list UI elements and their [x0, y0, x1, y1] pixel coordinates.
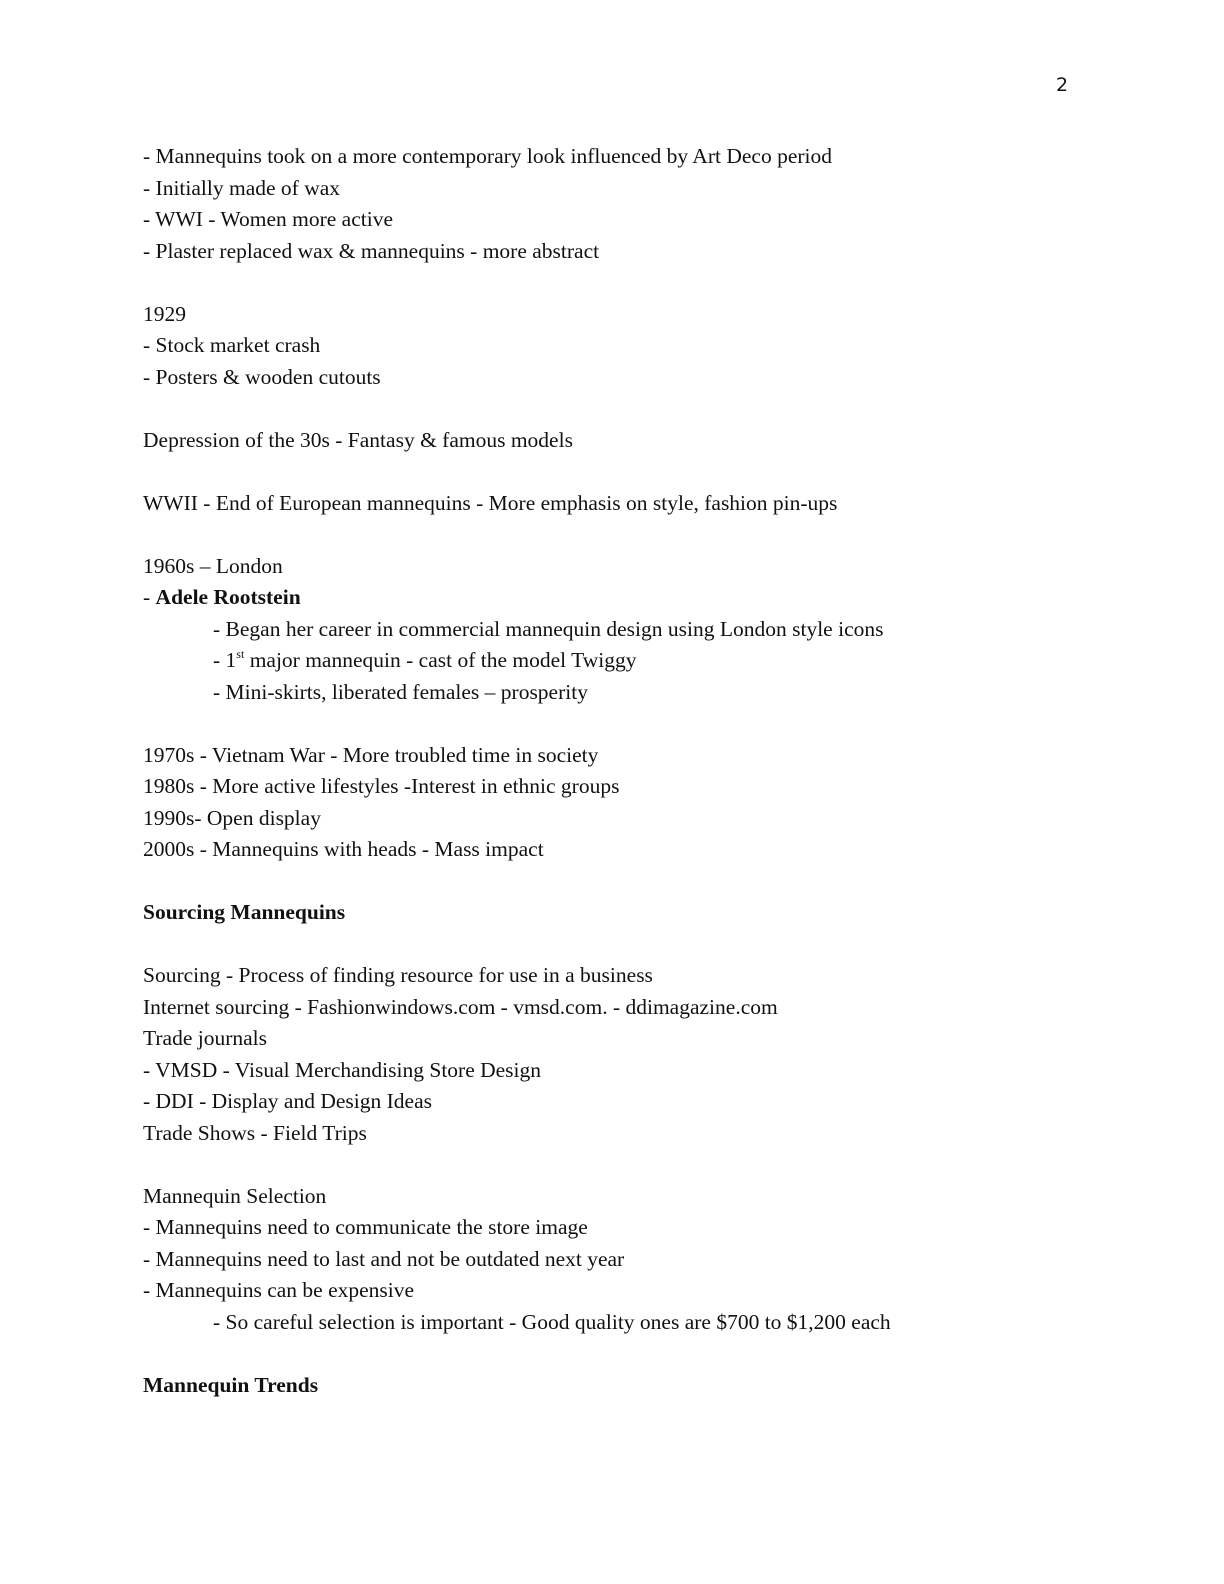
decade-line: 1970s - Vietnam War - More troubled time in society — [143, 742, 599, 767]
trade-journal-item: - VMSD - Visual Merchandising Store Design — [143, 1057, 542, 1082]
intro-item: - WWI - Women more active — [143, 207, 394, 231]
first-prefix: - 1 — [213, 648, 237, 672]
designer-first-mannequin-item — [143, 645, 1103, 677]
selection-item: - Mannequins can be expensive — [143, 1278, 415, 1302]
spacer — [143, 519, 1103, 551]
year-1929-item: - Stock market crash — [143, 333, 321, 357]
year-1929-heading: 1929 — [143, 301, 186, 326]
designer-prefix: - — [143, 585, 156, 609]
ordinal-superscript: st — [236, 647, 245, 661]
trade-shows-line: Trade Shows - Field Trips — [143, 1120, 367, 1145]
decade-line: 2000s - Mannequins with heads - Mass impact — [143, 837, 544, 861]
sourcing-definition: Sourcing - Process of finding resource for use in a business — [143, 963, 653, 987]
trade-journals-label: Trade journals — [143, 1026, 268, 1050]
page-number: 2 — [1056, 74, 1069, 96]
spacer — [143, 1338, 1103, 1370]
spacer — [143, 456, 1103, 488]
spacer — [143, 929, 1103, 961]
spacer — [143, 267, 1103, 299]
year-1929-item: - Posters & wooden cutouts — [143, 364, 381, 389]
designer-miniskirts-item: - Mini-skirts, liberated females – prosperity — [213, 679, 588, 704]
depression-line: Depression of the 30s - Fantasy & famous models — [143, 427, 573, 452]
first-rest: major mannequin - cast of the model Twiggy — [244, 648, 637, 672]
spacer — [143, 866, 1103, 898]
internet-sourcing-line: Internet sourcing - Fashionwindows.com - vmsd.com. - ddimagazine.com — [143, 994, 778, 1019]
spacer — [143, 708, 1103, 740]
intro-item: - Mannequins took on a more contemporary look influenced by Art Deco period — [143, 144, 833, 168]
wwii-line: WWII - End of European mannequins - More emphasis on style, fashion pin-ups — [143, 490, 838, 515]
sixties-heading: 1960s – London — [143, 553, 283, 578]
trends-heading: Mannequin Trends — [143, 1372, 319, 1397]
selection-heading: Mannequin Selection — [143, 1183, 327, 1208]
spacer — [143, 393, 1103, 425]
intro-item: - Plaster replaced wax & mannequins - more abstract — [143, 238, 600, 263]
designer-career-item: - Began her career in commercial mannequin design using London style icons — [213, 616, 884, 641]
designer-name: Adele Rootstein — [155, 585, 301, 609]
trade-journal-item: - DDI - Display and Design Ideas — [143, 1089, 432, 1113]
sourcing-heading: Sourcing Mannequins — [143, 900, 346, 924]
selection-sub-item: - So careful selection is important - Good quality ones are $700 to $1,200 each — [213, 1309, 891, 1334]
decade-line: 1980s - More active lifestyles -Interest in ethnic groups — [143, 774, 620, 798]
selection-item: - Mannequins need to communicate the store image — [143, 1215, 588, 1239]
spacer — [143, 1149, 1103, 1181]
intro-item: - Initially made of wax — [143, 175, 341, 200]
designer-line — [143, 582, 1103, 614]
selection-item: - Mannequins need to last and not be outdated next year — [143, 1246, 625, 1271]
decade-line: 1990s- Open display — [143, 805, 321, 830]
document-body — [143, 141, 1103, 1401]
